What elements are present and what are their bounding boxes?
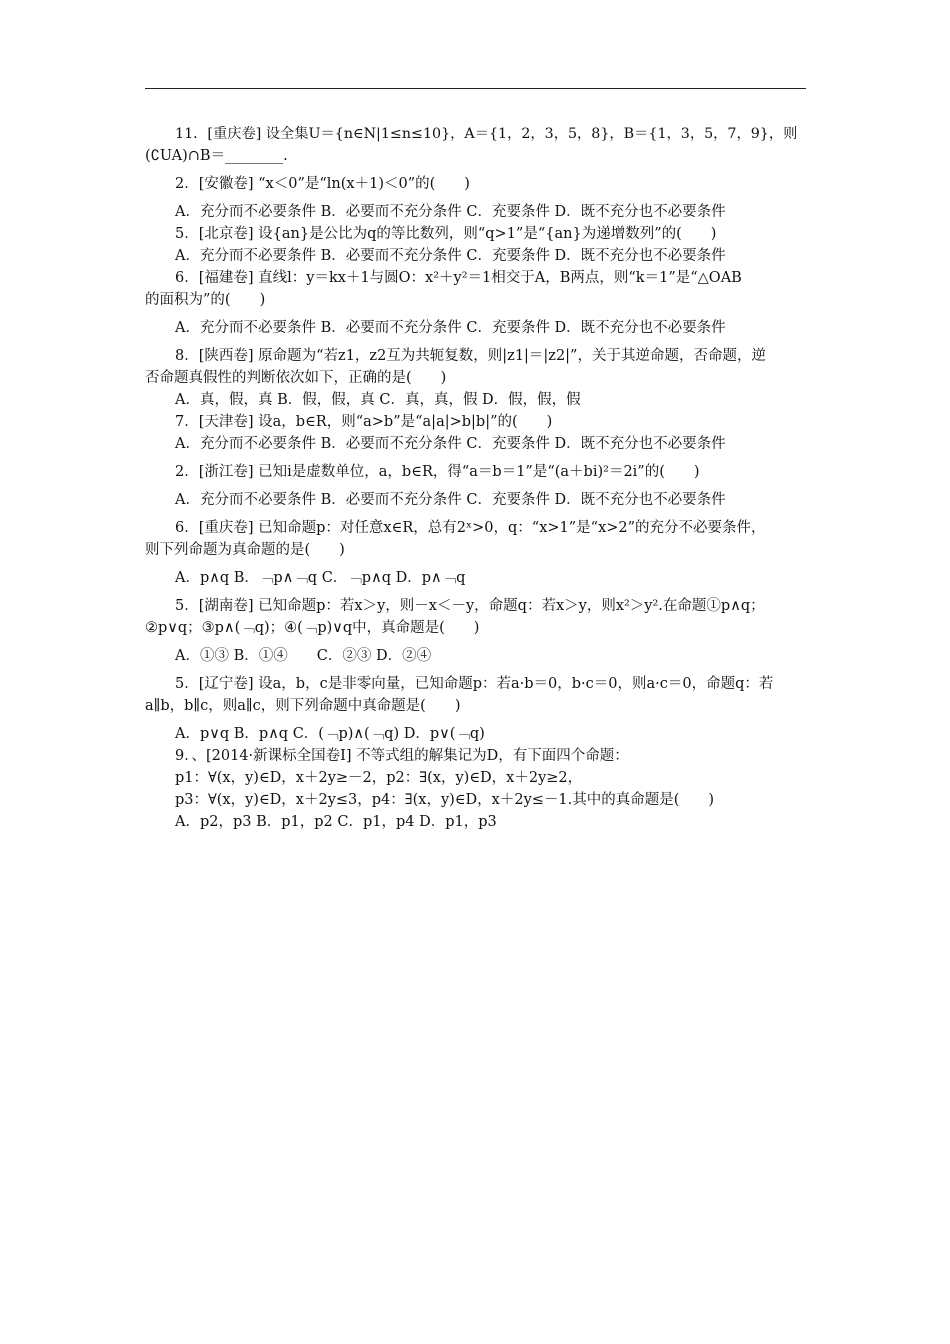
text-line: 5．[湖南卷] 已知命题p：若x＞y，则－x＜－y，命题q：若x＞y，则x²＞y².在命题①p∧q； xyxy=(175,598,765,614)
text-line: 8．[陕西卷] 原命题为“若z1，z2互为共轭复数，则|z1|＝|z2|”，关于其逆命题，否命题，逆 xyxy=(175,348,766,364)
text-line: A．充分而不必要条件 B．必要而不充分条件 C．充要条件 D．既不充分也不必要条件 xyxy=(175,436,726,452)
text-line: p1：∀(x，y)∈D，x＋2y≥－2，p2：∃(x，y)∈D，x＋2y≥2， xyxy=(175,770,583,786)
text-line: (∁UA)∩B＝________. xyxy=(145,148,288,164)
text-line: 5．[北京卷] 设{an}是公比为q的等比数列，则“q>1”是“{an}为递增数列”的( ) xyxy=(175,226,717,242)
header-rule xyxy=(145,88,806,89)
text-line: A．真，假，真 B．假，假，真 C．真，真，假 D．假，假，假 xyxy=(175,392,581,408)
text-line: A．充分而不必要条件 B．必要而不充分条件 C．充要条件 D．既不充分也不必要条件 xyxy=(175,248,726,264)
text-line: ②p∨q；③p∧(﹁q)；④(﹁p)∨q中，真命题是( ) xyxy=(145,620,480,636)
text-line: A．p∨q B．p∧q C．(﹁p)∧(﹁q) D．p∨(﹁q) xyxy=(175,726,485,742)
text-line: 则下列命题为真命题的是( ) xyxy=(145,542,345,558)
text-line: A．充分而不必要条件 B．必要而不充分条件 C．充要条件 D．既不充分也不必要条件 xyxy=(175,492,726,508)
text-line: 11．[重庆卷] 设全集U＝{n∈N|1≤n≤10}，A＝{1，2，3，5，8}，B＝{1，3，5，7，9}，则 xyxy=(175,126,798,142)
text-line: 5．[辽宁卷] 设a，b，c是非零向量，已知命题p：若a·b＝0，b·c＝0，则a·c＝0，命题q：若 xyxy=(175,676,774,692)
text-line: 的面积为”的( ) xyxy=(145,292,266,308)
text-line: A．p∧q B．﹁p∧﹁q C．﹁p∧q D．p∧﹁q xyxy=(175,570,466,586)
text-line: A．充分而不必要条件 B．必要而不充分条件 C．充要条件 D．既不充分也不必要条件 xyxy=(175,204,726,220)
text-line: 6．[福建卷] 直线l：y＝kx＋1与圆O：x²＋y²＝1相交于A，B两点，则“k＝1”是“△OAB xyxy=(175,270,742,286)
text-line: A．充分而不必要条件 B．必要而不充分条件 C．充要条件 D．既不充分也不必要条件 xyxy=(175,320,726,336)
document-body xyxy=(145,123,806,833)
text-line: 7．[天津卷] 设a，b∈R，则“a>b”是“a|a|>b|b|”的( ) xyxy=(175,414,553,430)
text-line: A．p2，p3 B．p1，p2 C．p1，p4 D．p1，p3 xyxy=(175,814,497,830)
text-line: 2．[浙江卷] 已知i是虚数单位，a，b∈R，得“a＝b＝1”是“(a＋bi)²＝2i”的( ) xyxy=(175,464,700,480)
text-line: 6．[重庆卷] 已知命题p：对任意x∈R，总有2ˣ>0，q：“x>1”是“x>2”的充分不必要条件， xyxy=(175,520,766,536)
text-line: a∥b，b∥c，则a∥c，则下列命题中真命题是( ) xyxy=(145,698,461,714)
text-line: 9．、[2014·新课标全国卷Ⅰ] 不等式组的解集记为D，有下面四个命题： xyxy=(175,748,629,764)
text-line: 否命题真假性的判断依次如下，正确的是( ) xyxy=(145,370,447,386)
text-line: A．①③ B．①④ C．②③ D．②④ xyxy=(175,648,432,664)
text-line: 2．[安徽卷] “x＜0”是“ln(x＋1)＜0”的( ) xyxy=(175,176,470,192)
text-line: p3：∀(x，y)∈D，x＋2y≤3，p4：∃(x，y)∈D，x＋2y≤－1.其中的真命题是( ) xyxy=(175,792,715,808)
